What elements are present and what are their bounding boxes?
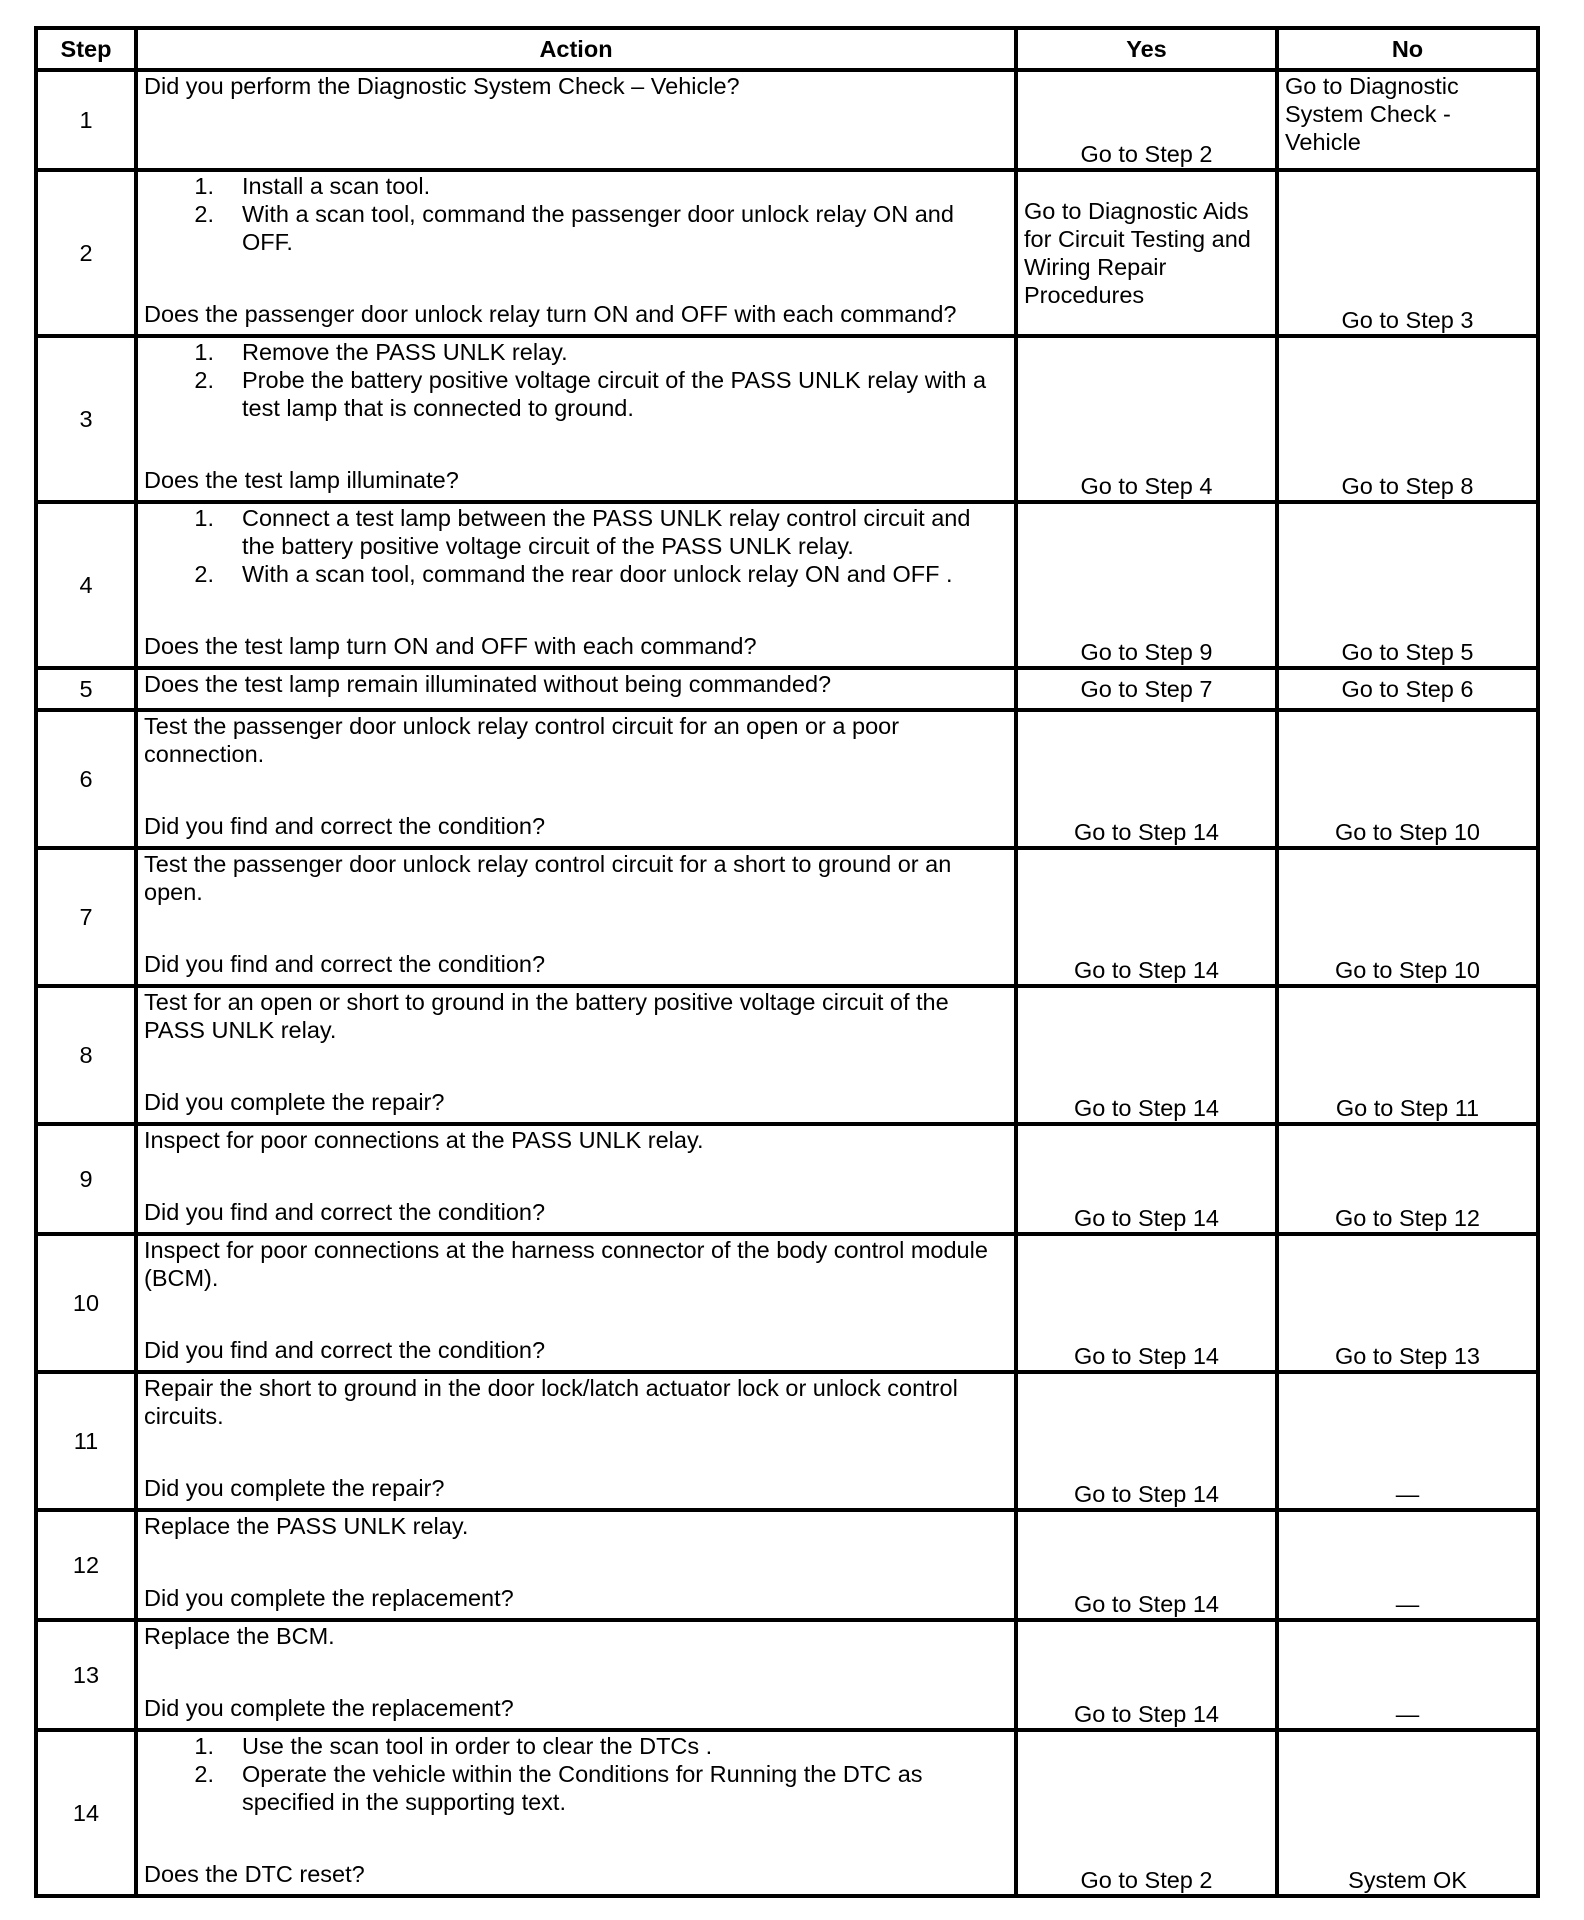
yes-cell: Go to Step 7: [1016, 668, 1277, 710]
step-number: 5: [36, 668, 136, 710]
step-number: 8: [36, 986, 136, 1124]
action-spacer: [144, 1292, 1008, 1336]
action-question: Did you find and correct the condition?: [144, 1337, 546, 1363]
step-number: 3: [36, 336, 136, 502]
instruction-item: [144, 338, 1008, 366]
header-action: Action: [136, 28, 1016, 70]
action-question: Does the DTC reset?: [144, 1861, 365, 1887]
no-cell: —: [1277, 1620, 1538, 1730]
action-cell: [136, 1372, 1016, 1510]
no-cell: Go to Step 13: [1277, 1234, 1538, 1372]
action-cell: [136, 1510, 1016, 1620]
step-number: 4: [36, 502, 136, 668]
action-spacer: [144, 1154, 1008, 1198]
action-content: [144, 1622, 1008, 1722]
step-number: 7: [36, 848, 136, 986]
step-number: 9: [36, 1124, 136, 1234]
action-cell: [136, 502, 1016, 668]
action-spacer: [144, 256, 1008, 300]
header-step: Step: [36, 28, 136, 70]
table-row: [36, 1510, 1538, 1620]
table-row: [36, 336, 1538, 502]
action-text: Replace the BCM.: [144, 1623, 335, 1649]
action-cell: [136, 986, 1016, 1124]
action-spacer: [144, 906, 1008, 950]
yes-cell: Go to Step 9: [1016, 502, 1277, 668]
yes-cell: Go to Step 14: [1016, 710, 1277, 848]
table-row: [36, 1620, 1538, 1730]
action-content: [144, 1126, 1008, 1226]
instruction-list: [144, 338, 1008, 422]
step-number: 12: [36, 1510, 136, 1620]
yes-cell: Go to Step 14: [1016, 1124, 1277, 1234]
action-content: [144, 1374, 1008, 1502]
instruction-number: 1.: [194, 173, 214, 199]
table-row: [36, 986, 1538, 1124]
no-cell: Go to Step 10: [1277, 710, 1538, 848]
instruction-text: Use the scan tool in order to clear the DTCs .: [242, 1733, 713, 1759]
action-text: Test the passenger door unlock relay control circuit for an open or a poor connection.: [144, 713, 900, 767]
instruction-text: With a scan tool, command the passenger door unlock relay ON and OFF.: [242, 201, 954, 255]
table-row: [36, 1124, 1538, 1234]
no-cell: System OK: [1277, 1730, 1538, 1896]
yes-cell: Go to Step 14: [1016, 1234, 1277, 1372]
table-row: [36, 668, 1538, 710]
instruction-text: With a scan tool, command the rear door unlock relay ON and OFF .: [242, 561, 953, 587]
instruction-list: [144, 504, 1008, 588]
yes-cell: Go to Step 14: [1016, 1510, 1277, 1620]
action-content: [144, 72, 1008, 162]
action-spacer: [144, 1430, 1008, 1474]
action-question: Did you find and correct the condition?: [144, 951, 546, 977]
action-text: Test for an open or short to ground in the battery positive voltage circuit of the PASS UNLK relay.: [144, 989, 949, 1043]
action-cell: [136, 170, 1016, 336]
yes-cell: Go to Step 2: [1016, 1730, 1277, 1896]
instruction-number: 2.: [194, 367, 214, 393]
action-question: Did you find and correct the condition?: [144, 813, 546, 839]
instruction-item: [144, 172, 1008, 200]
action-spacer: [144, 1650, 1008, 1694]
instruction-text: Remove the PASS UNLK relay.: [242, 339, 568, 365]
instruction-text: Install a scan tool.: [242, 173, 431, 199]
action-cell: [136, 1234, 1016, 1372]
instruction-number: 1.: [194, 339, 214, 365]
action-cell: [136, 710, 1016, 848]
action-spacer: [144, 1540, 1008, 1584]
instruction-item: [144, 366, 1008, 422]
yes-cell: Go to Step 2: [1016, 70, 1277, 170]
instruction-number: 2.: [194, 1761, 214, 1787]
instruction-item: [144, 504, 1008, 560]
action-cell: [136, 336, 1016, 502]
header-no: No: [1277, 28, 1538, 70]
header-row: [36, 28, 1538, 70]
action-question: Did you complete the repair?: [144, 1089, 445, 1115]
action-question: Did you find and correct the condition?: [144, 1199, 546, 1225]
action-cell: [136, 668, 1016, 710]
no-cell: —: [1277, 1510, 1538, 1620]
action-cell: [136, 1124, 1016, 1234]
action-cell: [136, 1620, 1016, 1730]
action-content: [144, 1236, 1008, 1364]
yes-cell: Go to Step 14: [1016, 1372, 1277, 1510]
instruction-number: 2.: [194, 561, 214, 587]
action-spacer: [144, 1044, 1008, 1088]
instruction-list: [144, 1732, 1008, 1816]
instruction-item: [144, 1732, 1008, 1760]
action-content: [144, 850, 1008, 978]
action-content: [144, 1512, 1008, 1612]
action-text: Replace the PASS UNLK relay.: [144, 1513, 469, 1539]
table-row: [36, 70, 1538, 170]
action-text: Test the passenger door unlock relay control circuit for a short to ground or an open.: [144, 851, 952, 905]
table-row: [36, 502, 1538, 668]
instruction-number: 2.: [194, 201, 214, 227]
step-number: 1: [36, 70, 136, 170]
action-question: Does the test lamp turn ON and OFF with each command?: [144, 633, 757, 659]
action-content: [144, 504, 1008, 660]
action-text: Did you perform the Diagnostic System Check – Vehicle?: [144, 73, 740, 99]
yes-cell: Go to Step 14: [1016, 986, 1277, 1124]
no-cell: Go to Step 10: [1277, 848, 1538, 986]
action-content: [144, 670, 1008, 702]
instruction-item: [144, 1760, 1008, 1816]
table-row: [36, 710, 1538, 848]
no-cell: Go to Step 6: [1277, 668, 1538, 710]
step-number: 10: [36, 1234, 136, 1372]
no-cell: Go to Diagnostic System Check - Vehicle: [1277, 70, 1538, 170]
table-row: [36, 1730, 1538, 1896]
step-number: 6: [36, 710, 136, 848]
action-question: Does the passenger door unlock relay turn ON and OFF with each command?: [144, 301, 957, 327]
action-question: Did you complete the repair?: [144, 1475, 445, 1501]
action-content: [144, 338, 1008, 494]
action-question: Does the test lamp illuminate?: [144, 467, 459, 493]
action-text: Does the test lamp remain illuminated without being commanded?: [144, 671, 832, 697]
action-content: [144, 712, 1008, 840]
no-cell: Go to Step 3: [1277, 170, 1538, 336]
no-cell: Go to Step 12: [1277, 1124, 1538, 1234]
action-text: Repair the short to ground in the door lock/latch actuator lock or unlock control circuits.: [144, 1375, 958, 1429]
action-question: Did you complete the replacement?: [144, 1695, 514, 1721]
action-content: [144, 988, 1008, 1116]
action-spacer: [144, 768, 1008, 812]
instruction-item: [144, 560, 1008, 588]
action-content: [144, 172, 1008, 328]
action-spacer: [144, 1816, 1008, 1860]
instruction-number: 1.: [194, 505, 214, 531]
no-cell: Go to Step 5: [1277, 502, 1538, 668]
yes-cell: Go to Step 4: [1016, 336, 1277, 502]
step-number: 14: [36, 1730, 136, 1896]
no-cell: Go to Step 8: [1277, 336, 1538, 502]
action-cell: [136, 1730, 1016, 1896]
instruction-list: [144, 172, 1008, 256]
instruction-item: [144, 200, 1008, 256]
action-cell: [136, 848, 1016, 986]
yes-cell: Go to Step 14: [1016, 848, 1277, 986]
instruction-text: Probe the battery positive voltage circuit of the PASS UNLK relay with a test lamp that is connected to ground.: [242, 367, 987, 421]
action-content: [144, 1732, 1008, 1888]
step-number: 11: [36, 1372, 136, 1510]
table-row: [36, 1372, 1538, 1510]
table-row: [36, 848, 1538, 986]
step-number: 13: [36, 1620, 136, 1730]
instruction-number: 1.: [194, 1733, 214, 1759]
action-text: Inspect for poor connections at the harness connector of the body control module (BCM).: [144, 1237, 988, 1291]
action-text: Inspect for poor connections at the PASS UNLK relay.: [144, 1127, 704, 1153]
table-row: [36, 170, 1538, 336]
yes-cell: Go to Diagnostic Aids for Circuit Testing and Wiring Repair Procedures: [1016, 170, 1277, 336]
yes-cell: Go to Step 14: [1016, 1620, 1277, 1730]
no-cell: —: [1277, 1372, 1538, 1510]
step-number: 2: [36, 170, 136, 336]
action-cell: [136, 70, 1016, 170]
action-spacer: [144, 588, 1008, 632]
table-body: [36, 70, 1538, 1896]
header-yes: Yes: [1016, 28, 1277, 70]
no-cell: Go to Step 11: [1277, 986, 1538, 1124]
instruction-text: Operate the vehicle within the Conditions for Running the DTC as specified in the supporting text.: [242, 1761, 923, 1815]
action-spacer: [144, 422, 1008, 466]
diagnostic-table: [34, 26, 1540, 1898]
table-row: [36, 1234, 1538, 1372]
instruction-text: Connect a test lamp between the PASS UNLK relay control circuit and the battery positive voltage circuit of the PASS UNLK relay.: [242, 505, 971, 559]
action-question: Did you complete the replacement?: [144, 1585, 514, 1611]
